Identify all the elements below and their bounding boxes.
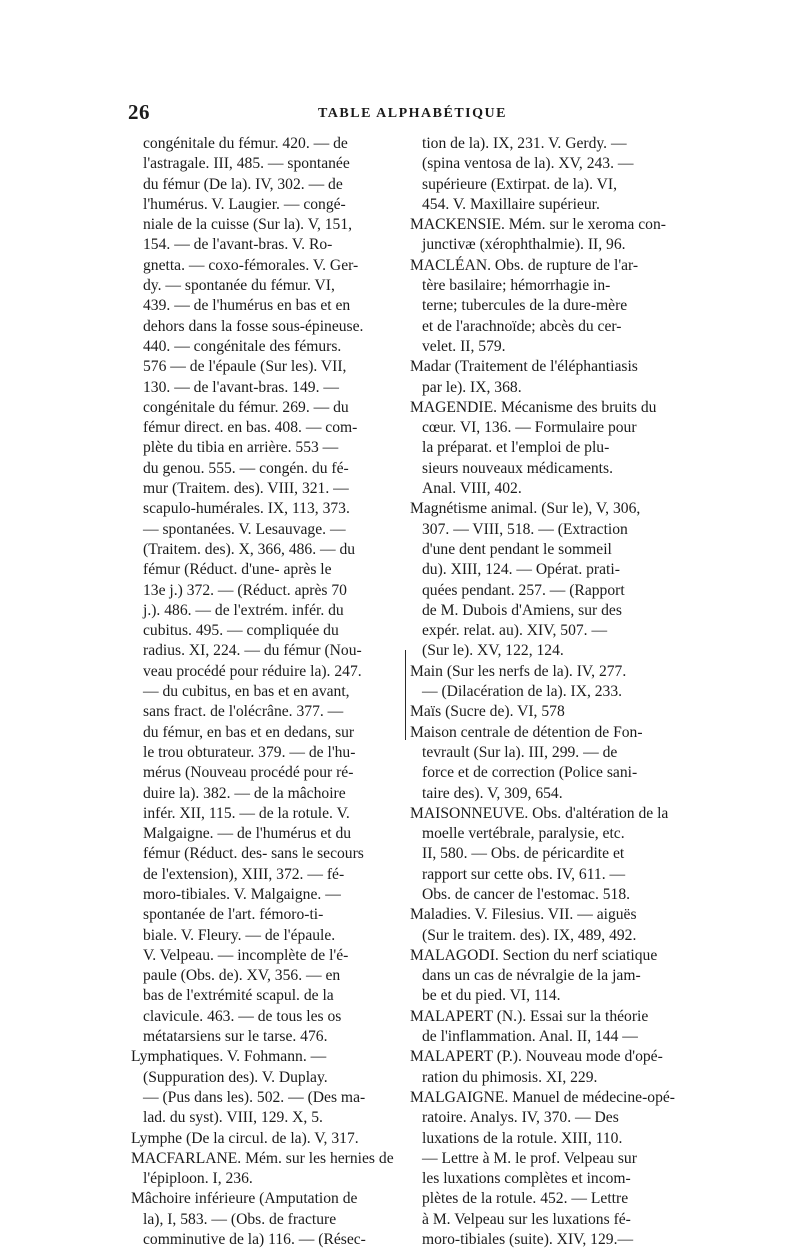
index-line: 154. — de l'avant-bras. V. Ro- [143, 236, 333, 254]
index-line: d'une dent pendant le sommeil [422, 540, 612, 558]
index-line: Maladies. V. Filesius. VII. — aiguës [410, 906, 637, 924]
index-line: du fémur (De la). IV, 302. — de [143, 175, 343, 193]
index-line: Obs. de cancer de l'estomac. 518. [422, 885, 631, 903]
index-line: clavicule. 463. — de tous les os [143, 1007, 342, 1025]
index-line: MALAPERT (N.). Essai sur la théorie [410, 1007, 649, 1025]
index-line: Madar (Traitement de l'éléphantiasis [410, 358, 638, 376]
index-line: MALGAIGNE. Manuel de médecine-opé- [410, 1088, 676, 1106]
index-line: supérieure (Extirpat. de la). VI, [422, 175, 617, 193]
index-line: 13e j.) 372. — (Réduct. après 70 [143, 581, 347, 599]
index-line: cubitus. 495. — compliquée du [143, 622, 339, 640]
index-line: plète du tibia en arrière. 553 — [143, 439, 339, 457]
index-line: MACFARLANE. Mém. sur les hernies de [131, 1149, 394, 1167]
index-line: métatarsiens sur le tarse. 476. [143, 1028, 328, 1046]
index-line: l'humérus. V. Laugier. — congé- [143, 195, 346, 213]
index-line: paule (Obs. de). XV, 356. — en [143, 967, 341, 985]
index-line: tère basilaire; hémorrhagie in- [422, 277, 611, 295]
index-line: sieurs nouveaux médicaments. [422, 459, 613, 477]
index-line: V. Velpeau. — incomplète de l'é- [143, 946, 349, 964]
index-line: be et du pied. VI, 114. [422, 987, 561, 1005]
index-line: congénitale du fémur. 269. — du [143, 398, 349, 416]
index-line: tevrault (Sur la). III, 299. — de [422, 743, 618, 761]
index-line: l'épiploon. I, 236. [143, 1170, 253, 1188]
index-line: MALAGODI. Section du nerf sciatique [410, 946, 658, 964]
index-line: 576 — de l'épaule (Sur les). VII, [143, 358, 347, 376]
index-line: radius. XI, 224. — du fémur (Nou- [143, 642, 362, 660]
index-line: MAISONNEUVE. Obs. d'altération de la [410, 804, 669, 822]
index-line: Maïs (Sucre de). VI, 578 [410, 703, 565, 721]
index-line: (Sur le). XV, 122, 124. [422, 642, 564, 660]
index-line: fémur (Réduct. d'une- après le [143, 561, 332, 579]
index-line: Maison centrale de détention de Fon- [410, 723, 643, 741]
index-line: 439. — de l'humérus en bas et en [143, 297, 351, 315]
index-line: niale de la cuisse (Sur la). V, 151, [143, 216, 353, 234]
column-divider [405, 650, 406, 740]
index-line: tion de la). IX, 231. V. Gerdy. — [422, 135, 627, 152]
index-line: Magnétisme animal. (Sur le), V, 306, [410, 500, 641, 518]
index-line: scapulo-humérales. IX, 113, 373. [143, 500, 350, 518]
index-line: dy. — spontanée du fémur. VI, [143, 277, 335, 295]
index-line: moro-tibiales. V. Malgaigne. — [143, 885, 341, 903]
index-line: biale. V. Fleury. — de l'épaule. [143, 926, 336, 944]
index-line: — (Pus dans les). 502. — (Des ma- [143, 1088, 366, 1106]
index-line: (Sur le traitem. des). IX, 489, 492. [422, 926, 637, 944]
index-line: MAGENDIE. Mécanisme des bruits du [410, 398, 657, 416]
index-line: ratoire. Analys. IV, 370. — Des [422, 1109, 619, 1127]
index-line: j.). 486. — de l'extrém. infér. du [143, 601, 344, 619]
index-line: gnetta. — coxo-fémorales. V. Ger- [143, 256, 359, 274]
page-header [128, 100, 678, 126]
index-line: les luxations complètes et incom- [422, 1170, 631, 1188]
index-line: lad. du syst). VIII, 129. X, 5. [143, 1109, 323, 1127]
index-line: velet. II, 579. [422, 337, 506, 355]
index-line: l'astragale. III, 485. — spontanée [143, 155, 350, 173]
index-line: duire la). 382. — de la mâchoire [143, 784, 346, 802]
index-line: expér. relat. au). XIV, 507. — [422, 622, 608, 640]
index-line: rapport sur cette obs. IV, 611. — [422, 865, 626, 883]
index-line: — spontanées. V. Lesauvage. — [143, 520, 346, 538]
right-column [410, 134, 688, 1250]
index-line: la), I, 583. — (Obs. de fracture [143, 1210, 337, 1228]
index-line: Anal. VIII, 402. [422, 480, 522, 498]
index-line: junctivæ (xérophthalmie). II, 96. [422, 236, 626, 254]
index-line: du). XIII, 124. — Opérat. prati- [422, 561, 620, 579]
index-line: Lymphatiques. V. Fohmann. — [131, 1048, 327, 1066]
index-line: mérus (Nouveau procédé pour ré- [143, 764, 354, 782]
index-line: force et de correction (Police sani- [422, 764, 638, 782]
index-line: infér. XII, 115. — de la rotule. V. [143, 804, 350, 822]
index-line: — Lettre à M. le prof. Velpeau sur [422, 1149, 637, 1167]
index-line: (spina ventosa de la). XV, 243. — [422, 155, 634, 173]
index-line: 130. — de l'avant-bras. 149. — [143, 378, 339, 396]
index-line: — (Dilacération de la). IX, 233. [422, 683, 623, 701]
index-line: Mâchoire inférieure (Amputation de [131, 1190, 358, 1208]
index-line: veau procédé pour réduire la). 247. [143, 662, 362, 680]
index-line: plètes de la rotule. 452. — Lettre [422, 1190, 629, 1208]
index-line: de l'inflammation. Anal. II, 144 — [422, 1028, 638, 1046]
index-line: mur (Traitem. des). VIII, 321. — [143, 480, 349, 498]
index-line: bas de l'extrémité scapul. de la [143, 987, 334, 1005]
index-line: cœur. VI, 136. — Formulaire pour [422, 419, 637, 437]
index-line: spontanée de l'art. fémoro-ti- [143, 906, 324, 924]
index-line: 440. — congénitale des fémurs. [143, 337, 342, 355]
index-line: — du cubitus, en bas et en avant, [143, 683, 350, 701]
index-line: luxations de la rotule. XIII, 110. [422, 1129, 623, 1147]
index-line: du fémur, en bas et en dedans, sur [143, 723, 355, 741]
index-line: dans un cas de névralgie de la jam- [422, 967, 641, 985]
index-line: fémur direct. en bas. 408. — com- [143, 419, 358, 437]
index-line: Lymphe (De la circul. de la). V, 317. [131, 1129, 359, 1147]
index-line: ration du phimosis. XI, 229. [422, 1068, 598, 1086]
index-line: 454. V. Maxillaire supérieur. [422, 195, 600, 213]
index-line: dehors dans la fosse sous-épineuse. [143, 317, 364, 335]
left-column [131, 134, 405, 1250]
index-line: de l'extension), XIII, 372. — fé- [143, 865, 345, 883]
index-line: terne; tubercules de la dure-mère [422, 297, 628, 315]
index-line: moelle vertébrale, paralysie, etc. [422, 825, 625, 843]
index-line: taire des). V, 309, 654. [422, 784, 563, 802]
index-line: 307. — VIII, 518. — (Extraction [422, 520, 628, 538]
index-line: de M. Dubois d'Amiens, sur des [422, 601, 622, 619]
index-line: MACKENSIE. Mém. sur le xeroma con- [410, 216, 666, 234]
index-line: comminutive de la) 116. — (Résec- [143, 1231, 366, 1249]
index-line: MACLÉAN. Obs. de rupture de l'ar- [410, 256, 639, 274]
index-line: fémur (Réduct. des- sans le secours [143, 845, 364, 863]
index-line: du genou. 555. — congén. du fé- [143, 459, 349, 477]
index-line: (Suppuration des). V. Duplay. [143, 1068, 328, 1086]
index-line: Malgaigne. — de l'humérus et du [143, 825, 352, 843]
index-line: (Traitem. des). X, 366, 486. — du [143, 540, 356, 558]
index-line: quées pendant. 257. — (Rapport [422, 581, 625, 599]
index-line: congénitale du fémur. 420. — de [143, 135, 348, 152]
index-line: MALAPERT (P.). Nouveau mode d'opé- [410, 1048, 663, 1066]
index-line: Main (Sur les nerfs de la). IV, 277. [410, 662, 627, 680]
index-line: et de l'arachnoïde; abcès du cer- [422, 317, 622, 335]
index-line: le trou obturateur. 379. — de l'hu- [143, 743, 356, 761]
index-line: par le). IX, 368. [422, 378, 522, 396]
index-line: sans fract. de l'olécrâne. 377. — [143, 703, 344, 721]
page-number: 26 [128, 100, 150, 124]
index-line: à M. Velpeau sur les luxations fé- [422, 1210, 631, 1228]
index-line: moro-tibiales (suite). XIV, 129.— [422, 1231, 634, 1249]
running-title: TABLE ALPHABÉTIQUE [318, 106, 507, 121]
index-line: II, 580. — Obs. de péricardite et [422, 845, 625, 863]
index-line: la préparat. et l'emploi de plu- [422, 439, 610, 457]
